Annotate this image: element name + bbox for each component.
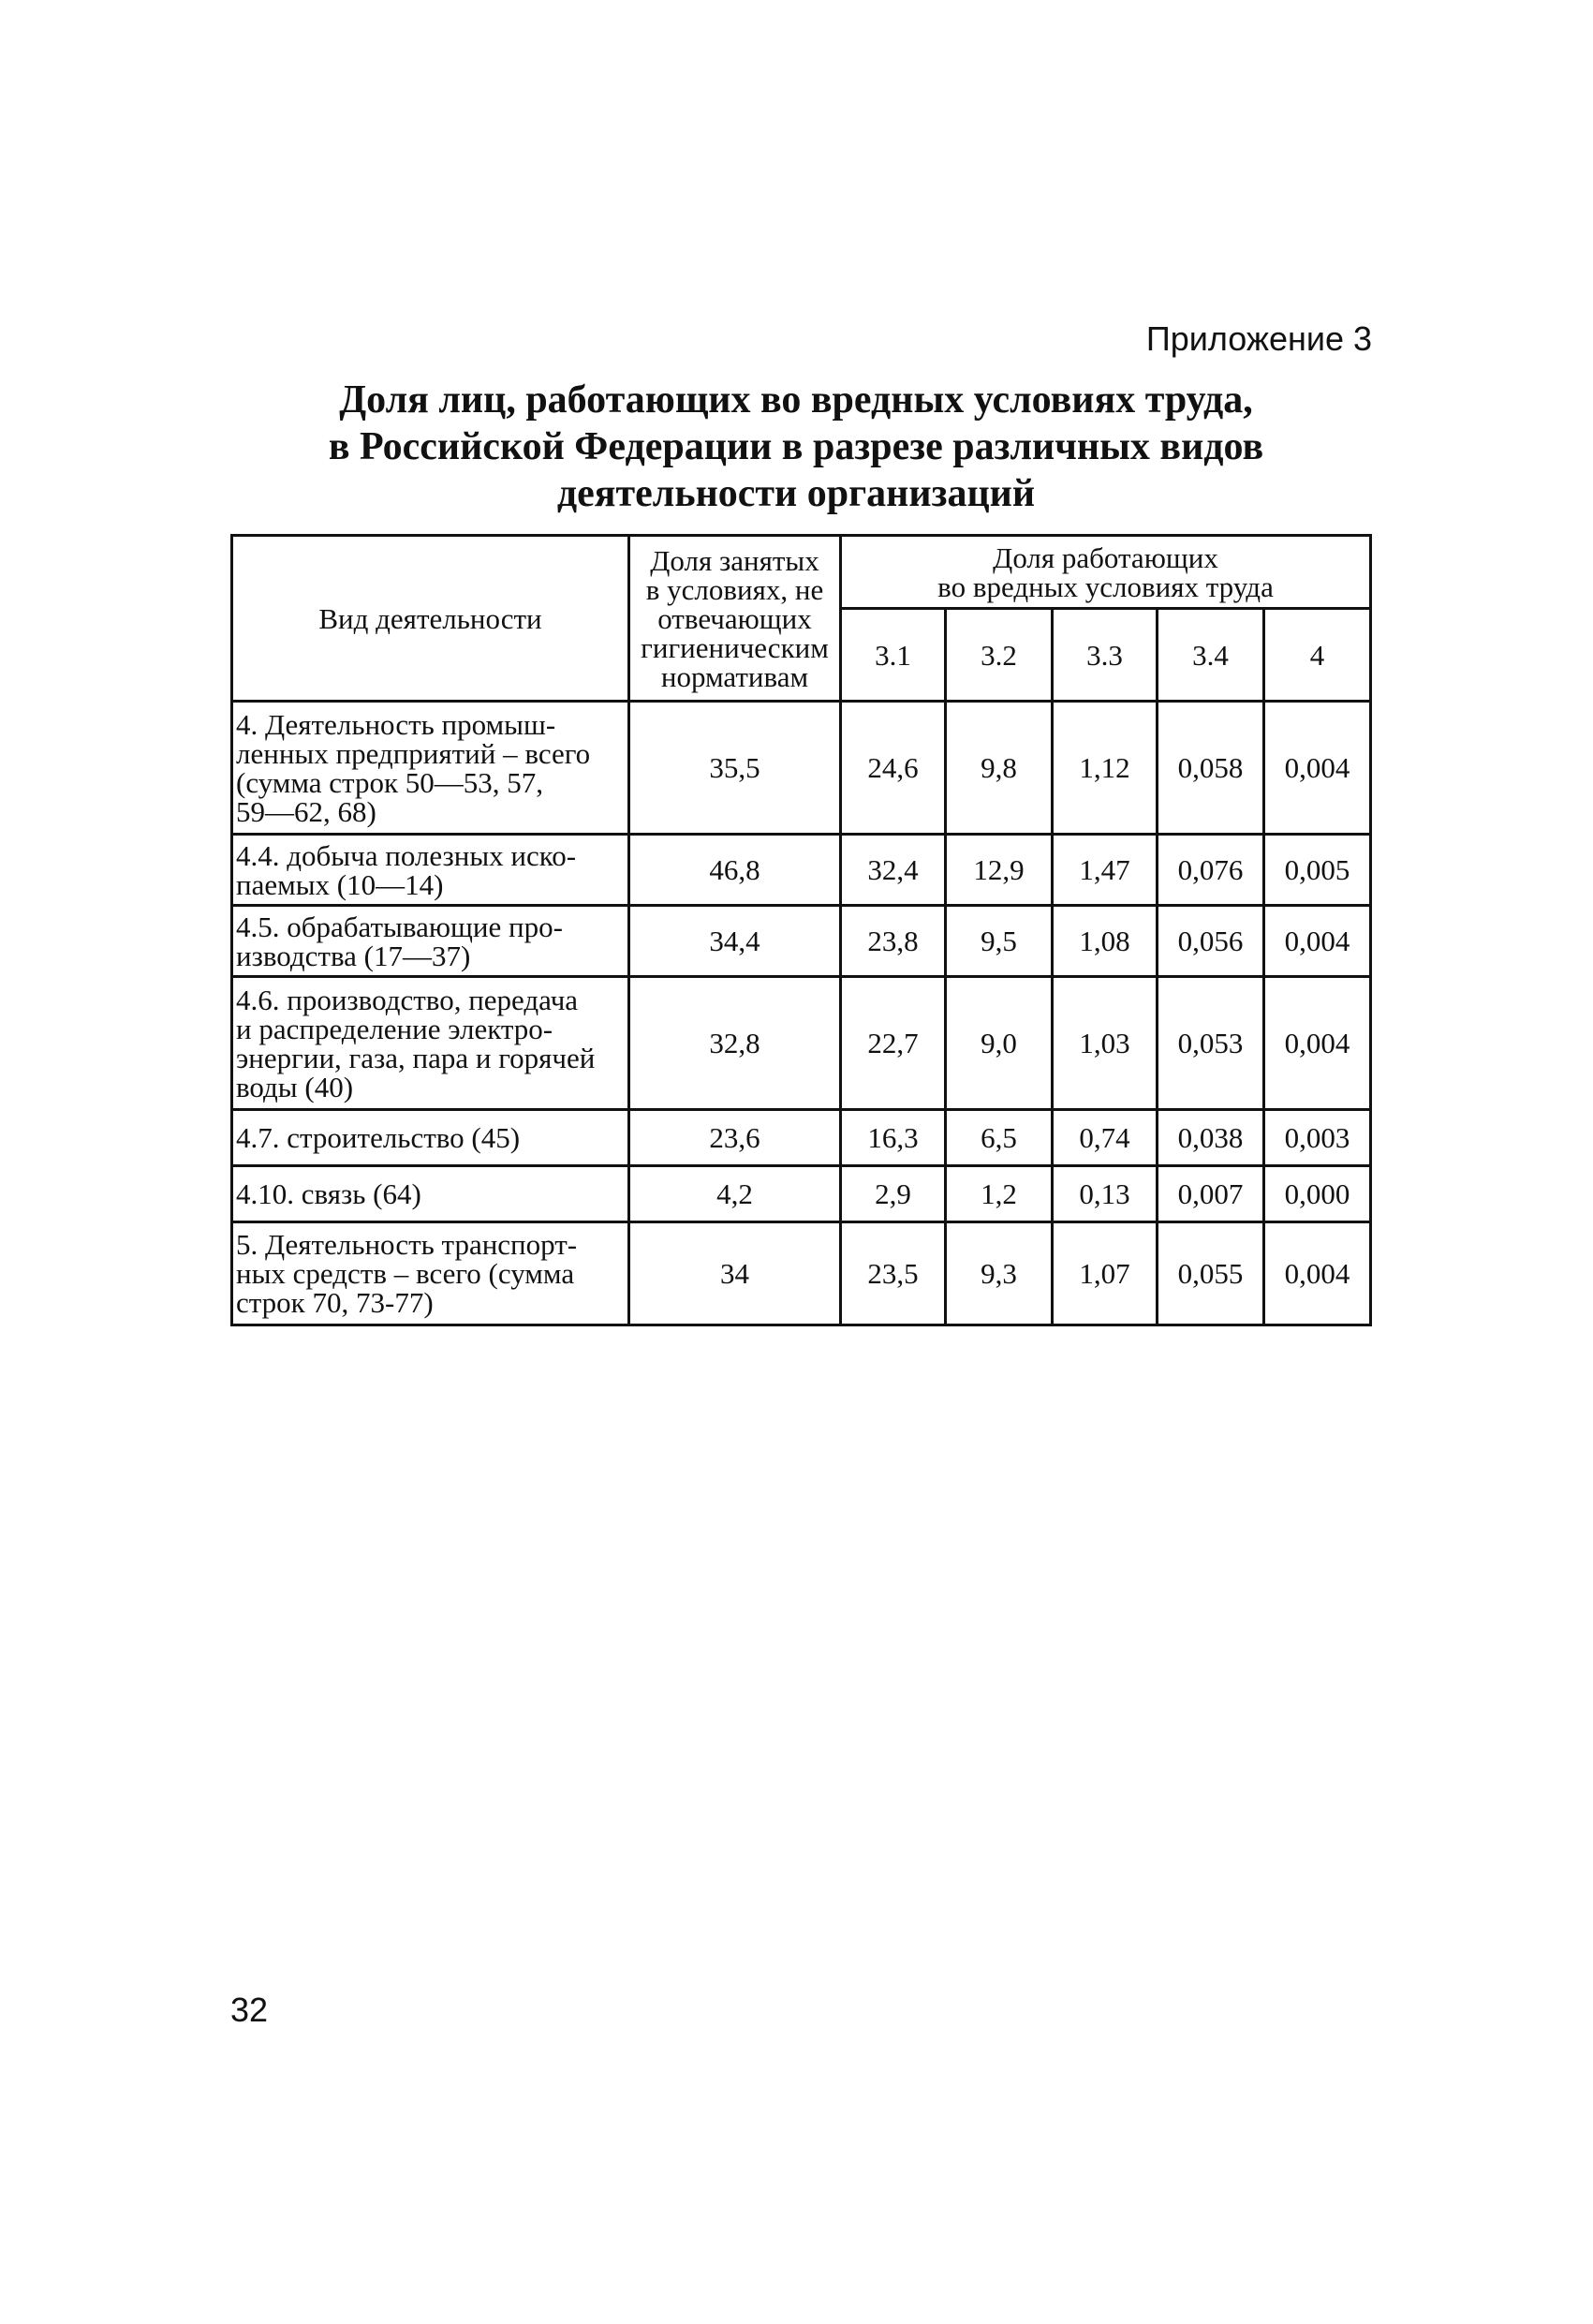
value-cell: 23,5 <box>841 1222 946 1325</box>
activity-line: (сумма строк 50—53, 57, <box>236 765 544 799</box>
value-cell: 0,055 <box>1158 1222 1264 1325</box>
header-harmful-line: Доля работающих <box>993 540 1218 574</box>
value-cell: 9,3 <box>946 1222 1053 1325</box>
appendix-label: Приложение 3 <box>1145 319 1372 358</box>
activity-cell <box>232 835 629 906</box>
value-cell: 0,004 <box>1264 977 1371 1110</box>
title-line: в Российской Федерации в разрезе различных видов <box>328 425 1264 468</box>
value-cell: 0,004 <box>1264 702 1371 835</box>
activity-line: изводства (17—37) <box>236 939 471 972</box>
activity-line: ленных предприятий – всего <box>236 736 591 770</box>
header-activity <box>232 536 629 702</box>
activity-cell <box>232 906 629 977</box>
value-cell: 0,056 <box>1158 906 1264 977</box>
share-cell: 32,8 <box>629 977 841 1110</box>
value-cell: 1,12 <box>1053 702 1158 835</box>
activity-line: 59—62, 68) <box>236 794 376 828</box>
value-cell: 9,0 <box>946 977 1053 1110</box>
value-cell: 1,03 <box>1053 977 1158 1110</box>
value-cell: 16,3 <box>841 1110 946 1166</box>
share-cell: 23,6 <box>629 1110 841 1166</box>
activity-line: 4.4. добыча полезных иско- <box>236 838 577 872</box>
header-share-nonconforming <box>629 536 841 702</box>
value-cell: 0,053 <box>1158 977 1264 1110</box>
header-share-line: в условиях, не <box>645 572 824 606</box>
header-share-line: отвечающих <box>657 601 812 635</box>
activity-line: паемых (10—14) <box>236 867 444 901</box>
value-cell: 12,9 <box>946 835 1053 906</box>
document-title <box>225 377 1367 517</box>
activity-line: строк 70, 73-77) <box>236 1286 434 1319</box>
value-cell: 0,003 <box>1264 1110 1371 1166</box>
value-cell: 9,8 <box>946 702 1053 835</box>
table-row <box>232 1166 1371 1222</box>
title-line: деятельности организаций <box>556 472 1036 515</box>
value-cell: 0,007 <box>1158 1166 1264 1222</box>
share-cell: 34,4 <box>629 906 841 977</box>
activity-line: 4.6. производство, передача <box>236 983 579 1016</box>
share-cell: 34 <box>629 1222 841 1325</box>
value-cell: 22,7 <box>841 977 946 1110</box>
table-row <box>232 835 1371 906</box>
value-cell: 0,038 <box>1158 1110 1264 1166</box>
header-class-3-2: 3.2 <box>946 609 1053 702</box>
activity-line: 5. Деятельность транспорт- <box>236 1228 578 1261</box>
header-class-3-1: 3.1 <box>841 609 946 702</box>
value-cell: 0,74 <box>1053 1110 1158 1166</box>
share-cell: 4,2 <box>629 1166 841 1222</box>
value-cell: 2,9 <box>841 1166 946 1222</box>
page-number: 32 <box>230 1991 269 2029</box>
header-class-3-3: 3.3 <box>1053 609 1158 702</box>
value-cell: 1,2 <box>946 1166 1053 1222</box>
header-class-3-4: 3.4 <box>1158 609 1264 702</box>
header-harmful-line: во вредных условиях труда <box>937 570 1274 603</box>
activity-line: энергии, газа, пара и горячей <box>236 1041 596 1074</box>
value-cell: 0,004 <box>1264 906 1371 977</box>
activity-cell <box>232 1110 629 1166</box>
title-line: Доля лиц, работающих во вредных условиях труда, <box>339 378 1253 422</box>
activity-cell <box>232 1166 629 1222</box>
harmful-conditions-table <box>230 534 1372 1326</box>
share-cell: 46,8 <box>629 835 841 906</box>
header-share-line: гигиеническим <box>641 630 829 664</box>
activity-cell <box>232 1222 629 1325</box>
value-cell: 24,6 <box>841 702 946 835</box>
activity-cell <box>232 702 629 835</box>
table-row <box>232 977 1371 1110</box>
value-cell: 32,4 <box>841 835 946 906</box>
value-cell: 23,8 <box>841 906 946 977</box>
table-row <box>232 906 1371 977</box>
header-share-line: Доля занятых <box>650 543 819 577</box>
value-cell: 6,5 <box>946 1110 1053 1166</box>
header-class-4: 4 <box>1264 609 1371 702</box>
value-cell: 0,004 <box>1264 1222 1371 1325</box>
value-cell: 0,000 <box>1264 1166 1371 1222</box>
activity-line: воды (40) <box>236 1070 354 1103</box>
value-cell: 0,13 <box>1053 1166 1158 1222</box>
value-cell: 0,005 <box>1264 835 1371 906</box>
activity-line: 4.7. строительство (45) <box>236 1121 521 1154</box>
header-share-harmful <box>841 536 1371 609</box>
table-row <box>232 1110 1371 1166</box>
activity-line: 4.10. связь (64) <box>236 1177 421 1210</box>
share-cell: 35,5 <box>629 702 841 835</box>
activity-line: и распределение электро- <box>236 1012 553 1045</box>
activity-line: 4.5. обрабатывающие про- <box>236 910 563 943</box>
activity-line: ных средств – всего (сумма <box>236 1257 575 1290</box>
table-row <box>232 702 1371 835</box>
table-row <box>232 1222 1371 1325</box>
value-cell: 1,47 <box>1053 835 1158 906</box>
value-cell: 0,076 <box>1158 835 1264 906</box>
value-cell: 1,08 <box>1053 906 1158 977</box>
activity-cell <box>232 977 629 1110</box>
value-cell: 1,07 <box>1053 1222 1158 1325</box>
value-cell: 9,5 <box>946 906 1053 977</box>
header-activity-line: Вид деятельности <box>318 601 542 635</box>
value-cell: 0,058 <box>1158 702 1264 835</box>
header-share-line: нормативам <box>660 659 809 693</box>
activity-line: 4. Деятельность промыш- <box>236 707 556 741</box>
